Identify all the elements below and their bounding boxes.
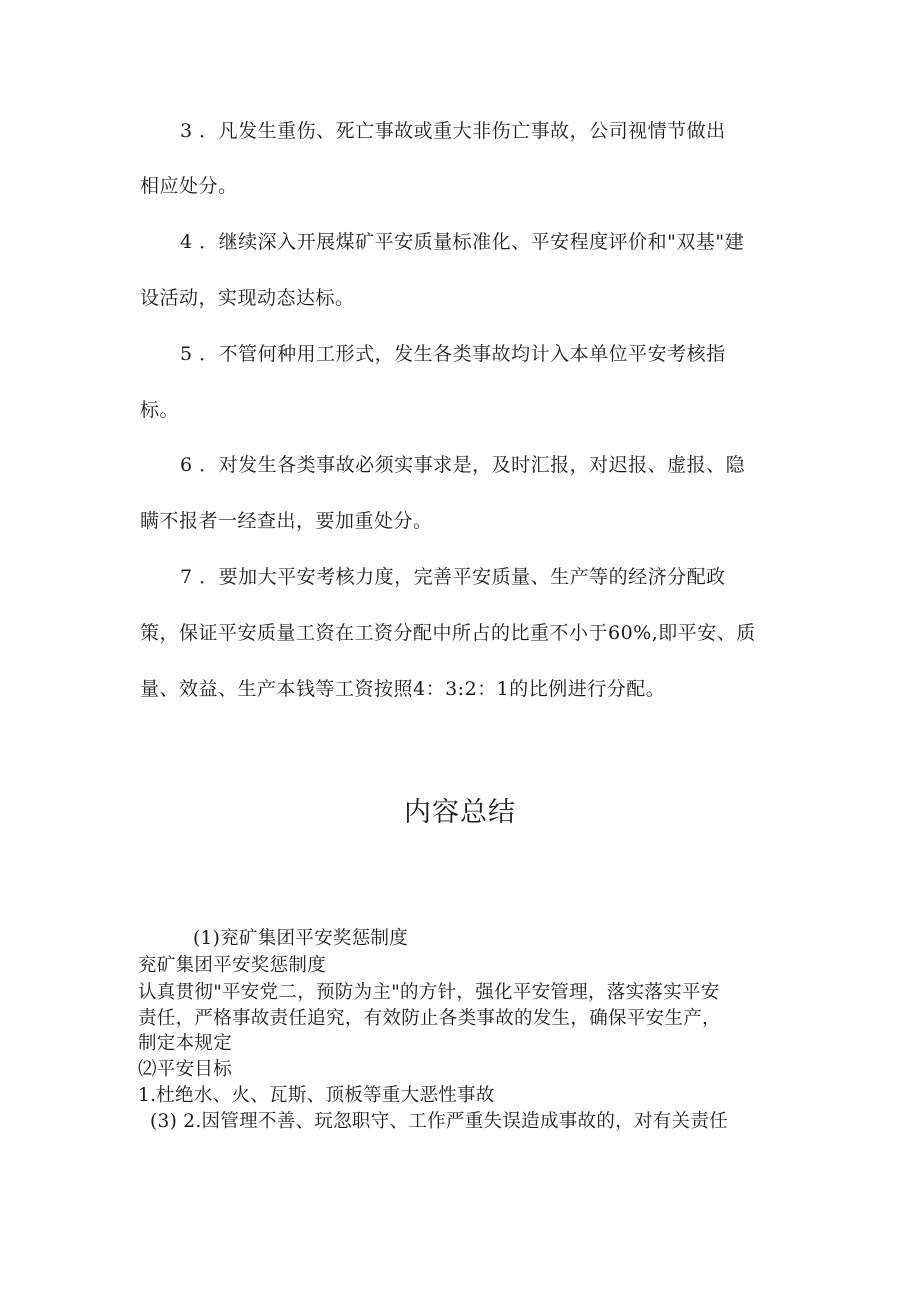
summary-line-2: 兖矿集团平安奖惩制度 — [138, 955, 327, 976]
paragraph-3-line-1: 3 ．凡发生重伤、死亡事故或重大非伤亡事故，公司视情节做出 — [180, 120, 726, 142]
summary-line-6: ⑵平安目标 — [138, 1059, 233, 1080]
paragraph-5-line-1: 5 ．不管何种用工形式，发生各类事故均计入本单位平安考核指 — [180, 343, 726, 365]
summary-line-8: (3) 2.因管理不善、玩忽职守、工作严重失误造成事故的，对有关责任 — [150, 1111, 728, 1132]
paragraph-4-line-2: 设活动，实现动态达标。 — [140, 287, 355, 309]
paragraph-7-line-1: 7 ．要加大平安考核力度，完善平安质量、生产等的经济分配政 — [180, 566, 726, 588]
paragraph-6-line-2: 瞒不报者一经查出，要加重处分。 — [140, 510, 433, 532]
paragraph-5-line-2: 标。 — [140, 399, 180, 421]
paragraph-3-line-2: 相应处分。 — [140, 175, 238, 197]
paragraph-6-line-1: 6 ．对发生各类事故必须实事求是，及时汇报，对迟报、虚报、隐 — [180, 454, 746, 476]
summary-line-4: 责任，严格事故责任追究，有效防止各类事故的发生，确保平安生产， — [138, 1008, 721, 1029]
paragraph-7-line-2: 策，保证平安质量工资在工资分配中所占的比重不小于60%,即平安、质 — [140, 622, 756, 644]
summary-line-1: (1)兖矿集团平安奖惩制度 — [193, 928, 409, 949]
paragraph-4-line-1: 4 ．继续深入开展煤矿平安质量标准化、平安程度评价和"双基"建 — [180, 231, 745, 253]
summary-line-7: 1.杜绝水、火、瓦斯、顶板等重大恶性事故 — [138, 1085, 495, 1106]
paragraph-7-line-3: 量、效益、生产本钱等工资按照4：3:2：1的比例进行分配。 — [140, 678, 666, 700]
summary-line-5: 制定本规定 — [138, 1033, 233, 1054]
summary-line-3: 认真贯彻"平安党二，预防为主"的方针，强化平安管理，落实落实平安 — [138, 982, 720, 1003]
summary-title: 内容总结 — [404, 797, 516, 828]
